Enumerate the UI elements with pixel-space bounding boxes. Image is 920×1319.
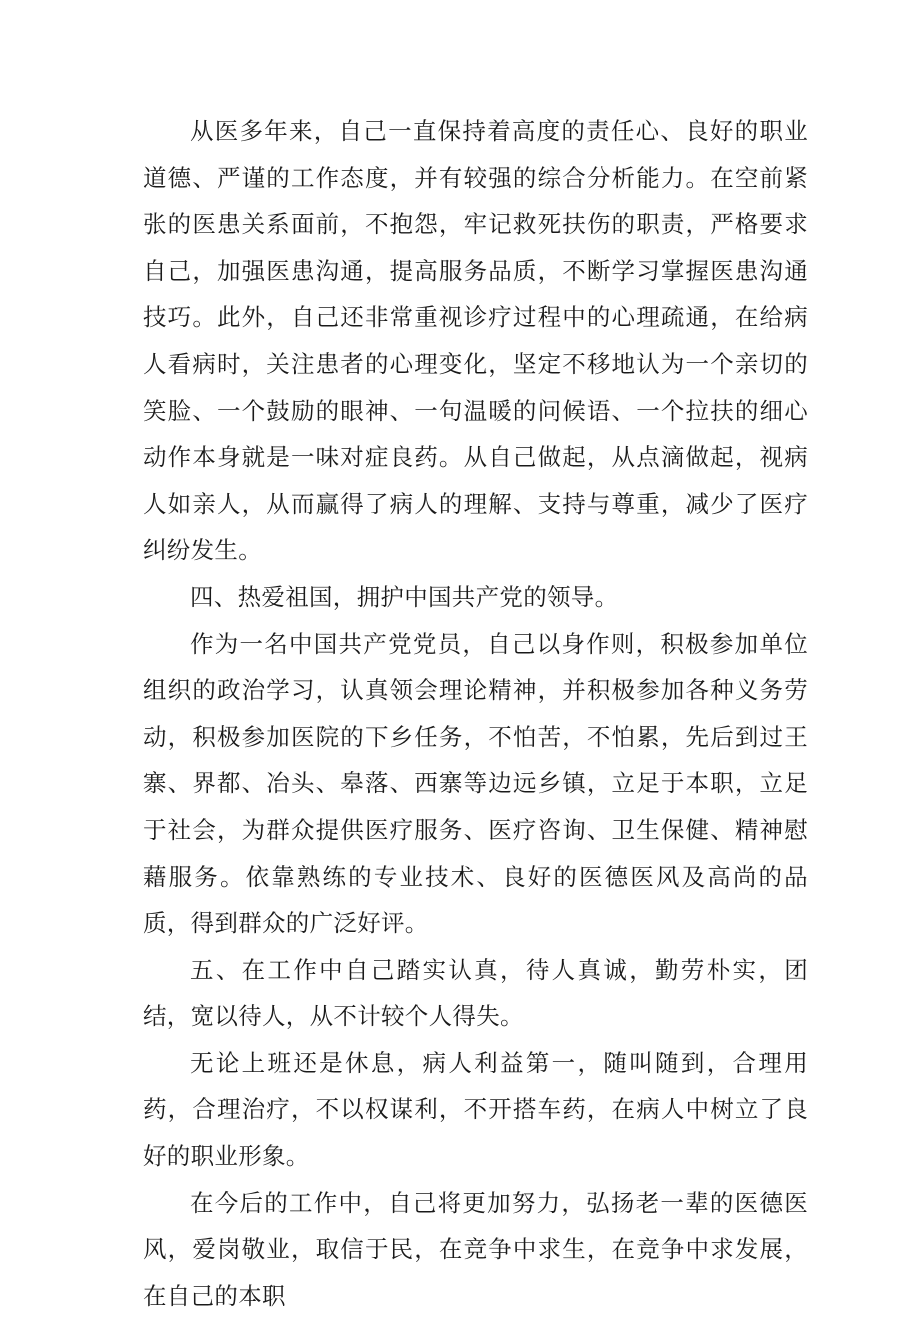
section-heading-patriotism: 四、热爱祖国，拥护中国共产党的领导。 [190,582,619,611]
paragraph-future-work: 在今后的工作中，自己将更加努力，弘扬老一辈的医德医风，爱岗敬业，取信于民，在竞争中求生，在竞争中求发展，在自己的本职 [143,1188,808,1310]
paragraph-patient-first: 无论上班还是休息，病人利益第一，随叫随到，合理用药，合理治疗，不以权谋利，不开搭车药，在病人中树立了良好的职业形象。 [143,1048,808,1171]
section-heading-diligence: 五、在工作中自己踏实认真，待人真诚，勤劳朴实，团结，宽以待人，从不计较个人得失。 [143,955,808,1031]
paragraph-medical-ethics: 从医多年来，自己一直保持着高度的责任心、良好的职业道德、严谨的工作态度，并有较强的综合分析能力。在空前紧张的医患关系面前，不抱怨，牢记救死扶伤的职责，严格要求自己，加强医患沟通，提高服务品质，不断学习掌握医患沟通技巧。此外，自己还非常重视诊疗过程中的心理疏通，在给病人看病时，关注患者的心理变化，坚定不移地认为一个亲切的笑脸、一个鼓励的眼神、一句温暖的问候语、一个拉扶的细心动作本身就是一味对症良药。从自己做起，从点滴做起，视病人如亲人，从而赢得了病人的理解、支持与尊重，减少了医疗纠纷发生。 [143,117,808,565]
document-body [143,108,808,1319]
paragraph-party-member: 作为一名中国共产党党员，自己以身作则，积极参加单位组织的政治学习，认真领会理论精神，并积极参加各种义务劳动，积极参加医院的下乡任务，不怕苦，不怕累，先后到过王寨、界都、冶头、皋落、西寨等边远乡镇，立足于本职，立足于社会，为群众提供医疗服务、医疗咨询、卫生保健、精神慰藉服务。依靠熟练的专业技术、良好的医德医风及高尚的品质，得到群众的广泛好评。 [143,629,808,938]
